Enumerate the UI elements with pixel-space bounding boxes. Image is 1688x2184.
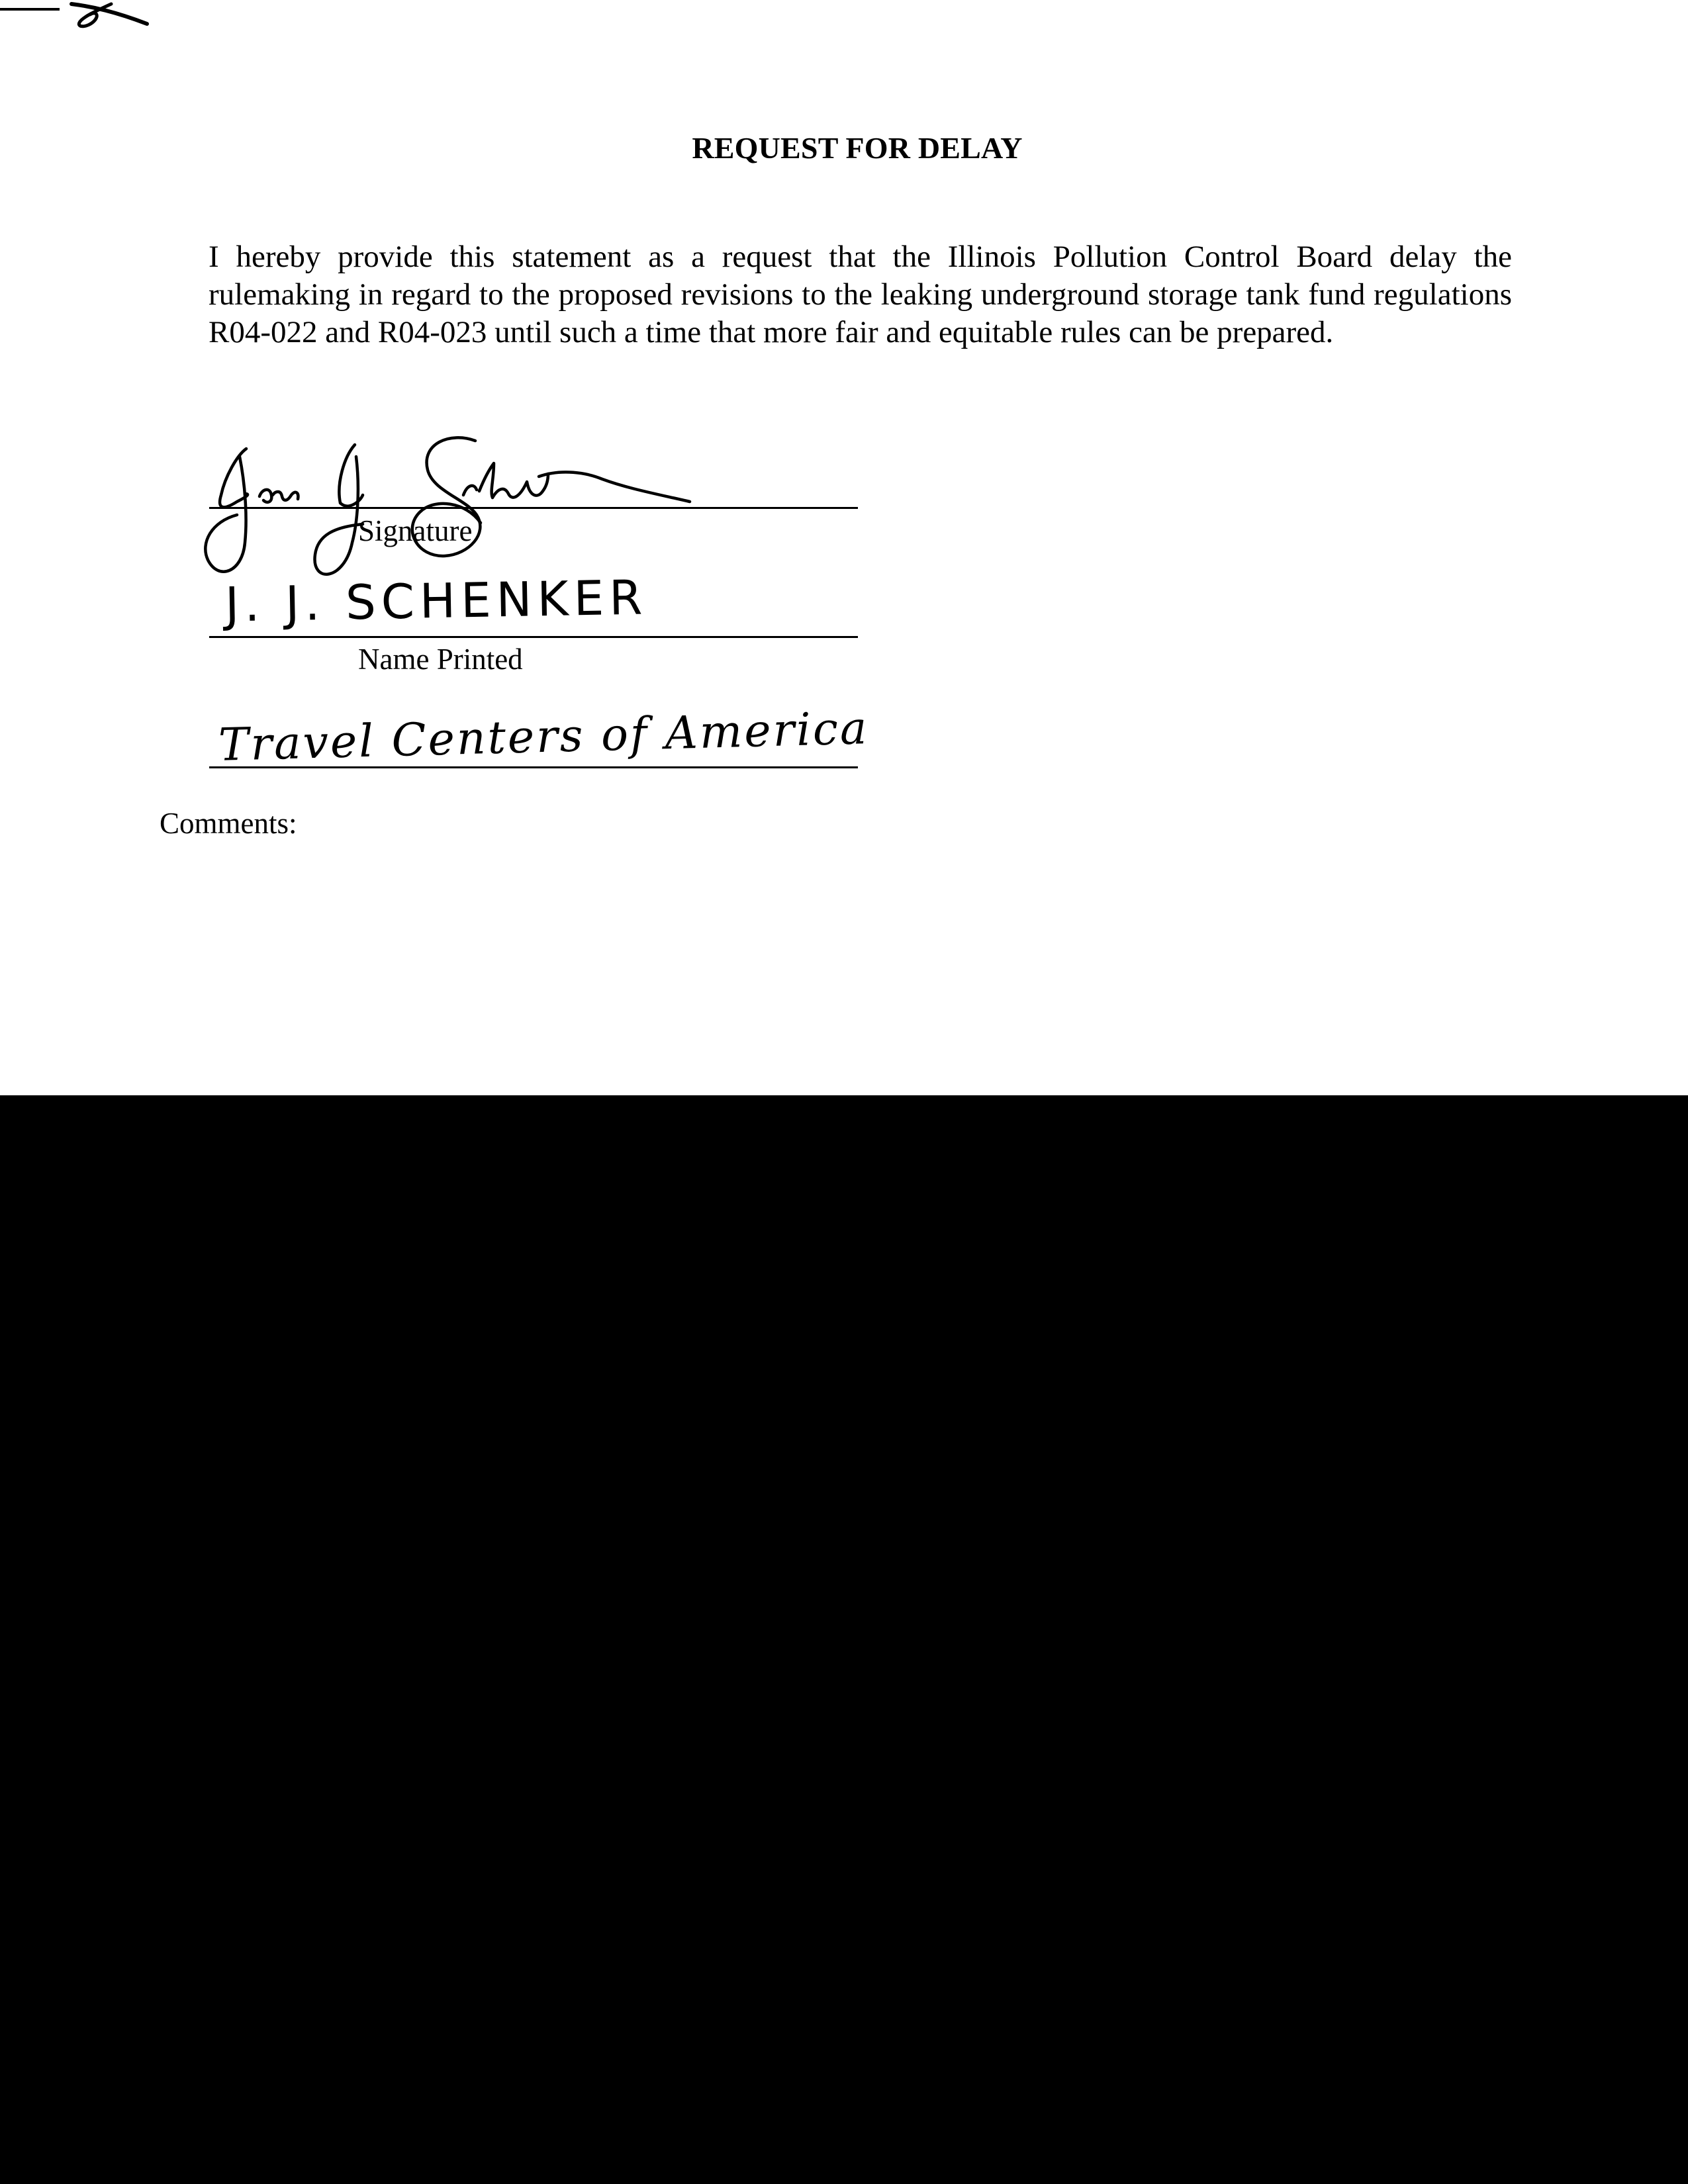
name-printed-line (209, 636, 858, 638)
document-title: REQUEST FOR DELAY (692, 131, 1023, 165)
company-line (209, 766, 858, 768)
comments-label: Comments: (160, 807, 297, 840)
handwritten-corner-mark (0, 0, 172, 40)
request-statement: I hereby provide this statement as a request that the Illinois Pollution Control Board delay the rulemaking in regard to the proposed revisions to the leaking underground storage tank fund regulations R04-022 and R04-023 until such a time that more fair and equitable rules can be prepared. (209, 240, 1512, 349)
handwritten-name: J. J. SCHENKER (224, 569, 648, 633)
signature-label: Signature (358, 514, 473, 547)
handwritten-company: Travel Centers of America (218, 702, 870, 772)
name-printed-label: Name Printed (358, 643, 523, 676)
signature-line (209, 507, 858, 509)
